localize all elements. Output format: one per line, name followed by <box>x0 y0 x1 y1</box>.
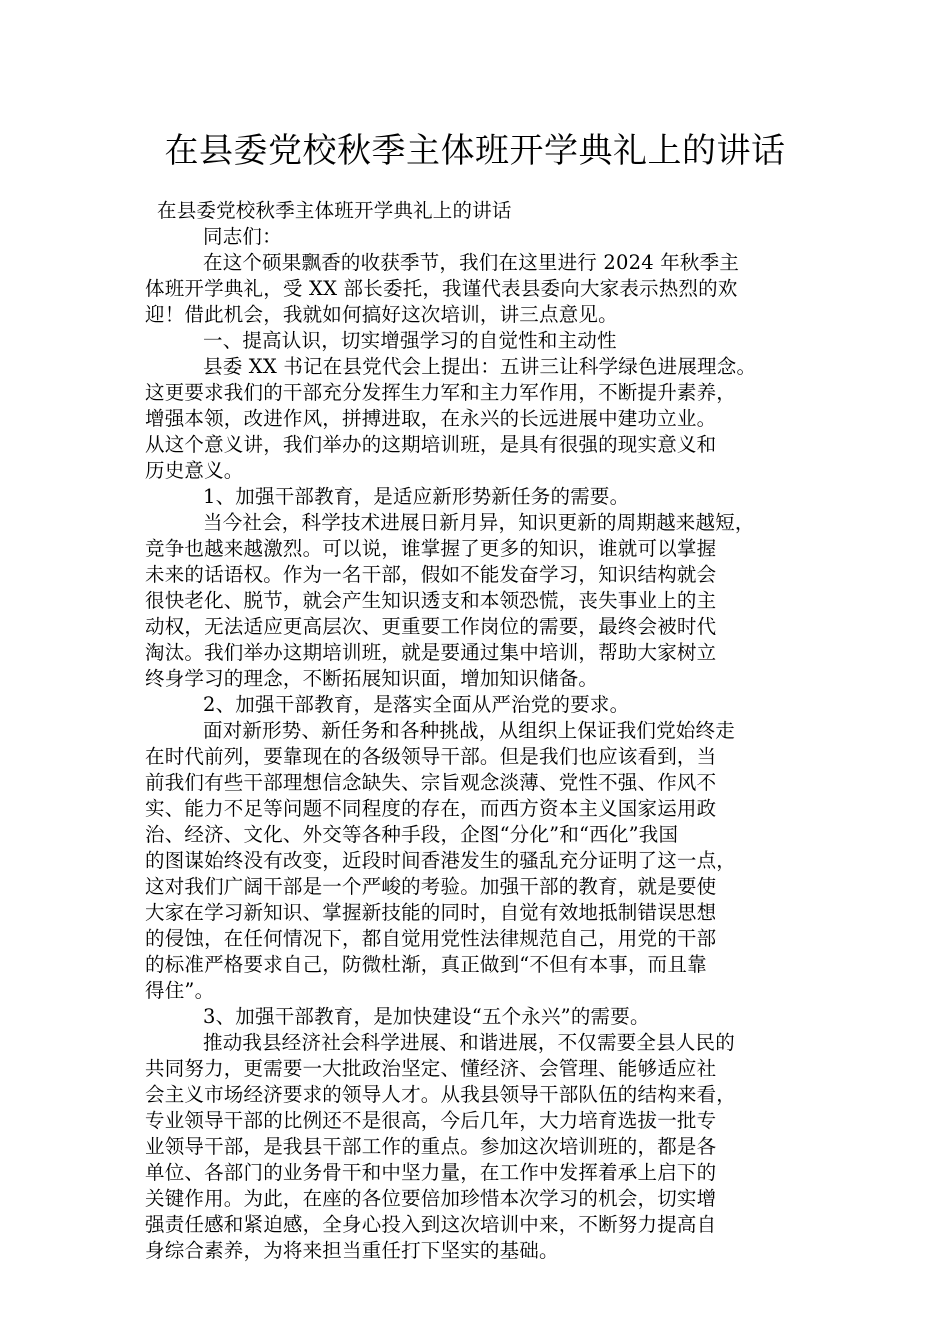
text-line: 淘汰。我们举办这期培训班，就是要通过集中培训，帮助大家树立 <box>145 641 717 664</box>
text-line: 共同努力，更需要一大批政治坚定、懂经济、会管理、能够适应社 <box>145 1057 717 1080</box>
text-line: 关键作用。为此，在座的各位要倍加珍惜本次学习的机会，切实增 <box>145 1187 717 1210</box>
text-line: 的图谋始终没有改变，近段时间香港发生的骚乱充分证明了这一点， <box>145 849 737 872</box>
text-line: 竞争也越来越激烈。可以说，谁掌握了更多的知识，谁就可以掌握 <box>145 537 717 560</box>
text-line: 会主义市场经济要求的领导人才。从我县领导干部队伍的结构来看， <box>145 1083 737 1106</box>
text-line: 动权，无法适应更高层次、更重要工作岗位的需要，最终会被时代 <box>145 615 717 638</box>
text-line: 身综合素养，为将来担当重任打下坚实的基础。 <box>145 1239 559 1262</box>
text-line: 实、能力不足等问题不同程度的存在，而西方资本主义国家运用政 <box>145 797 717 820</box>
text-line: 未来的话语权。作为一名干部，假如不能发奋学习，知识结构就会 <box>145 563 717 586</box>
text-line: 的侵蚀，在任何情况下，都自觉用党性法律规范自己，用党的干部 <box>145 927 717 950</box>
text-line: 的标准严格要求自己，防微杜渐，真正做到“不但有本事，而且靠 <box>145 953 707 976</box>
text-line: 单位、各部门的业务骨干和中坚力量，在工作中发挥着承上启下的 <box>145 1161 717 1184</box>
document-title: 在县委党校秋季主体班开学典礼上的讲话 <box>164 131 786 171</box>
text-line: 2、加强干部教育，是落实全面从严治党的要求。 <box>203 693 630 716</box>
text-line: 在这个硕果飘香的收获季节，我们在这里进行 2024 年秋季主 <box>203 251 740 274</box>
text-line: 在时代前列，要靠现在的各级领导干部。但是我们也应该看到，当 <box>145 745 717 768</box>
text-line: 历史意义。 <box>145 459 244 482</box>
text-line: 面对新形势、新任务和各种挑战，从组织上保证我们党始终走 <box>203 719 735 742</box>
text-line: 3、加强干部教育，是加快建设“五个永兴”的需要。 <box>203 1005 650 1028</box>
text-line: 终身学习的理念，不断拓展知识面，增加知识储备。 <box>145 667 599 690</box>
text-line: 在县委党校秋季主体班开学典礼上的讲话 <box>157 199 512 222</box>
text-line: 从这个意义讲，我们举办的这期培训班，是具有很强的现实意义和 <box>145 433 717 456</box>
text-line: 一、提高认识，切实增强学习的自觉性和主动性 <box>203 329 617 352</box>
text-line: 得住”。 <box>145 979 215 1002</box>
document-body <box>145 198 810 1264</box>
text-line: 1、加强干部教育，是适应新形势新任务的需要。 <box>203 485 630 508</box>
text-line: 迎！借此机会，我就如何搞好这次培训，讲三点意见。 <box>145 303 618 326</box>
text-line: 很快老化、脱节，就会产生知识透支和本领恐慌，丧失事业上的主 <box>145 589 717 612</box>
text-line: 同志们： <box>203 225 282 248</box>
text-line: 前我们有些干部理想信念缺失、宗旨观念淡薄、党性不强、作风不 <box>145 771 717 794</box>
text-line: 当今社会，科学技术进展日新月异，知识更新的周期越来越短， <box>203 511 755 534</box>
text-line: 增强本领，改进作风，拼搏进取，在永兴的长远进展中建功立业。 <box>145 407 717 430</box>
text-line: 专业领导干部的比例还不是很高，今后几年，大力培育选拔一批专 <box>145 1109 717 1132</box>
text-line: 体班开学典礼，受 XX 部长委托，我谨代表县委向大家表示热烈的欢 <box>145 277 738 300</box>
text-line: 治、经济、文化、外交等各种手段，企图“分化”和“西化”我国 <box>145 823 679 846</box>
text-line: 县委 XX 书记在县党代会上提出：五讲三让科学绿色进展理念。 <box>203 355 757 378</box>
text-line: 大家在学习新知识、掌握新技能的同时，自觉有效地抵制错误思想 <box>145 901 717 924</box>
text-line: 这对我们广阔干部是一个严峻的考验。加强干部的教育，就是要使 <box>145 875 717 898</box>
text-line: 业领导干部，是我县干部工作的重点。参加这次培训班的，都是各 <box>145 1135 717 1158</box>
text-line: 这更要求我们的干部充分发挥生力军和主力军作用，不断提升素养， <box>145 381 737 404</box>
text-line: 推动我县经济社会科学进展、和谐进展，不仅需要全县人民的 <box>203 1031 735 1054</box>
text-line: 强责任感和紧迫感，全身心投入到这次培训中来，不断努力提高自 <box>145 1213 717 1236</box>
